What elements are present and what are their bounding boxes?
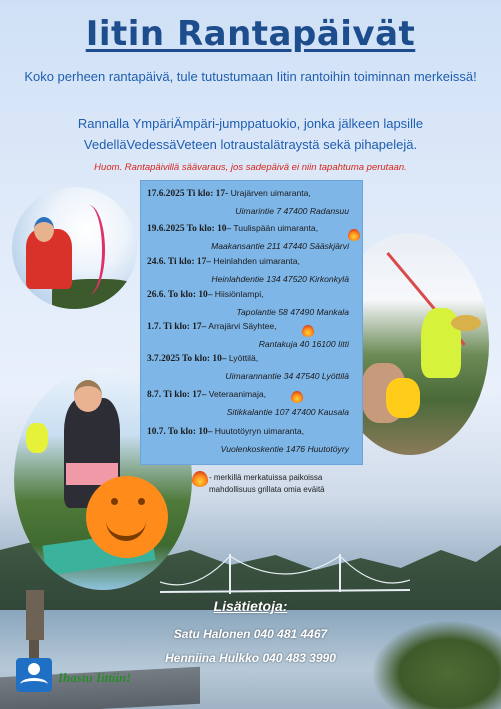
entry-date: 19.6.2025 To klo: 10–: [147, 224, 232, 234]
logo-wave: [20, 678, 48, 691]
entry-place: Huutotöyryn uimaranta,: [212, 426, 305, 436]
grill-icon: [291, 391, 303, 403]
schedule-entry: [147, 289, 361, 317]
entry-address: Rantakuja 40 16100 Iitti: [258, 339, 349, 349]
entry-address: Maakansantie 211 47440 Sääskjärvi: [211, 241, 349, 251]
entry-place: Urajärven uimaranta,: [228, 188, 311, 198]
schedule-entry: [147, 256, 361, 284]
swim-float: [386, 378, 420, 418]
instructor-head: [74, 380, 102, 412]
weather-note: Huom. Rantapäivillä säävaraus, jos sadepäivä ei niin tapahtuma perutaan.: [94, 162, 407, 173]
page-title: Iitin Rantapäivät: [85, 14, 416, 54]
schedule-entry: [147, 426, 361, 454]
schedule-box: [140, 180, 363, 465]
entry-place: Arrajärvi Säyhtee,: [206, 321, 277, 331]
grill-icon: [302, 325, 314, 337]
entry-date: 17.6.2025 Ti klo: 17-: [147, 189, 229, 199]
schedule-entry: [147, 188, 361, 216]
contact-satu: Satu Halonen 040 481 4467: [173, 627, 328, 641]
logo-sun: [28, 663, 40, 675]
schedule-entry: [147, 353, 361, 381]
smiley-eye: [111, 498, 118, 505]
entry-place: Heinlahden uimaranta,: [211, 256, 300, 266]
archery-photo: [12, 187, 137, 309]
schedule-entry: [147, 389, 361, 417]
entry-place: Hiisiönlampi,: [212, 289, 264, 299]
entry-address: Vuolenkoskentie 1476 Huutotöyry: [220, 444, 349, 454]
entry-date: 26.6. To klo: 10–: [147, 290, 213, 300]
entry-place: Lyöttilä,: [226, 353, 259, 363]
entry-address: Uimarintie 7 47400 Radansuu: [235, 206, 349, 216]
entry-date: 8.7. Ti klo: 17–: [147, 390, 207, 400]
entry-date: 10.7. To klo: 10–: [147, 427, 213, 437]
smiley-eye: [138, 498, 145, 505]
grill-icon: [348, 229, 360, 241]
entry-place: Tuulispään uimaranta,: [231, 223, 319, 233]
intro-text-1: Koko perheen rantapäivä, tule tutustumaan Iitin rantoihin toiminnan merkeissä!: [24, 69, 477, 84]
entry-date: 3.7.2025 To klo: 10–: [147, 354, 227, 364]
schedule-entry: [147, 321, 361, 349]
entry-place: Veteraanimaja,: [206, 389, 267, 399]
contact-henniina: Henniina Hulkko 040 483 3990: [165, 651, 336, 665]
entry-date: 24.6. Ti klo: 17–: [147, 257, 211, 267]
entry-date: 1.7. Ti klo: 17–: [147, 322, 207, 332]
archer-head: [34, 217, 54, 242]
intro-text-2: Rannalla YmpäriÄmpäri-jumppatuokio, jonka jälkeen lapsille VedelläVedessäVeteen lotraustalätraystä sekä pihapelejä.: [77, 116, 424, 152]
sun-hat: [451, 315, 481, 331]
grill-legend: [209, 472, 325, 496]
bow-shape: [72, 205, 105, 295]
legend-line-1: - merkillä merkatuissa paikoissa: [209, 473, 323, 482]
schedule-entry: [147, 223, 361, 251]
legend-line-2: mahdollisuus grillata omia eväitä: [209, 485, 325, 494]
entry-address: Uimarannantie 34 47540 Lyöttilä: [225, 371, 349, 381]
slogan: Ihastu Iittiin!: [58, 670, 132, 685]
iitti-logo-icon: [16, 658, 52, 692]
entry-address: Heinlahdentie 134 47520 Kirkonkylä: [211, 274, 349, 284]
entry-address: Sitikkalantie 107 47400 Kausala: [226, 407, 349, 417]
contacts-heading: Lisätietoja:: [213, 598, 288, 614]
entry-address: Tapolantie 58 47490 Mankala: [236, 307, 349, 317]
smiley-toy: [86, 476, 168, 558]
grill-legend-icon: [192, 471, 208, 487]
suspension-bridge-image: [160, 552, 410, 602]
ring-toy: [26, 423, 48, 453]
